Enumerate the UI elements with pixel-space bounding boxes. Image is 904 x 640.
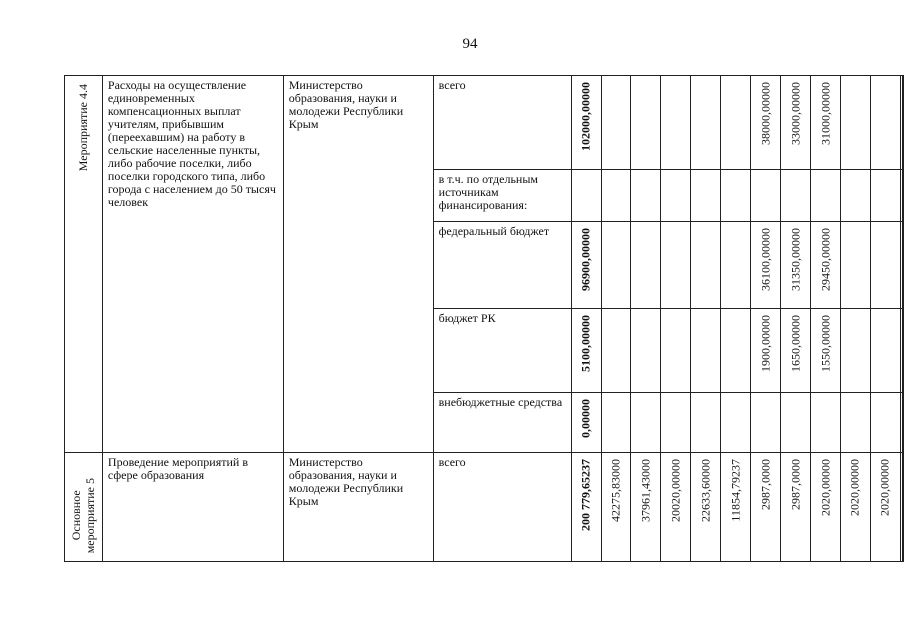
year-cell [721, 170, 751, 222]
year-cell [691, 308, 721, 392]
year-cell [811, 453, 841, 562]
main-measure-label-line2: мероприятие 5 [83, 477, 98, 553]
year-cell [781, 392, 811, 452]
year-cell [631, 76, 661, 170]
measure-executor: Министерство образования, науки и молодежи Республики Крым [283, 76, 433, 453]
year-cell-value: 1900,00000 [758, 314, 773, 372]
year-cell [601, 453, 631, 562]
year-cell [601, 308, 631, 392]
year-cell [811, 392, 841, 452]
year-cell [661, 170, 691, 222]
year-cell-value: 1550,00000 [818, 314, 833, 372]
main-measure-description: Проведение мероприятий в сфере образования [102, 453, 283, 562]
year-cell [721, 308, 751, 392]
year-cell [781, 308, 811, 392]
year-cell [870, 308, 900, 392]
table-edge [903, 170, 904, 222]
year-cell [870, 76, 900, 170]
year-cell [870, 392, 900, 452]
year-cell [751, 308, 781, 392]
main-measure-label-cell [65, 453, 103, 562]
year-cell [601, 170, 631, 222]
main-measure-executor: Министерство образования, науки и молодежи Республики Крым [283, 453, 433, 562]
total-cell [571, 170, 601, 222]
year-cell [841, 222, 871, 308]
year-cell-value: 31350,00000 [788, 228, 803, 292]
year-cell [751, 453, 781, 562]
year-cell [631, 392, 661, 452]
total-cell [571, 76, 601, 170]
total-cell-value: 102000,00000 [578, 82, 593, 151]
year-cell [601, 222, 631, 308]
total-cell-value: 200 779,65237 [578, 459, 593, 531]
page-number: 94 [462, 36, 478, 52]
year-cell [661, 222, 691, 308]
total-cell [571, 392, 601, 452]
table-edge [903, 222, 904, 308]
year-cell [691, 76, 721, 170]
year-cell [870, 222, 900, 308]
year-cell [661, 392, 691, 452]
year-cell [751, 222, 781, 308]
total-cell [571, 453, 601, 562]
year-cell-value: 33000,00000 [788, 82, 803, 145]
year-cell [841, 170, 871, 222]
year-cell [661, 76, 691, 170]
year-cell-value: 37961,43000 [638, 459, 653, 522]
year-cell-value: 2987,0000 [758, 459, 773, 510]
year-cell [811, 308, 841, 392]
year-cell [841, 308, 871, 392]
year-cell [781, 170, 811, 222]
year-cell-value: 20020,00000 [668, 459, 683, 522]
year-cell [841, 76, 871, 170]
year-cell [751, 76, 781, 170]
total-cell [571, 308, 601, 392]
year-cell [811, 76, 841, 170]
main-measure-label [69, 478, 97, 553]
total-cell [571, 222, 601, 308]
table-row [65, 76, 904, 170]
total-cell-value: 5100,00000 [578, 314, 593, 372]
table-edge [903, 392, 904, 452]
table-edge [903, 308, 904, 392]
year-cell [601, 392, 631, 452]
year-cell [751, 170, 781, 222]
year-cell [721, 222, 751, 308]
budget-table [64, 75, 904, 562]
year-cell [661, 453, 691, 562]
year-cell [631, 308, 661, 392]
year-cell [721, 76, 751, 170]
year-cell [811, 222, 841, 308]
year-cell [661, 308, 691, 392]
measure-description: Расходы на осуществление единовременных компенсационных выплат учителям, прибывшим (переехавшим) на работу в сельские населенные пункты, либо рабочие поселки, либо поселки городского типа, либо города с населением до 50 тысяч человек [102, 76, 283, 453]
year-cell [601, 76, 631, 170]
table-edge [903, 453, 904, 562]
year-cell-value: 29450,00000 [818, 228, 833, 292]
year-cell [721, 392, 751, 452]
year-cell [691, 453, 721, 562]
year-cell-value: 42275,83000 [608, 459, 623, 522]
year-cell [781, 222, 811, 308]
year-cell [811, 170, 841, 222]
year-cell [691, 170, 721, 222]
table-edge [903, 76, 904, 170]
year-cell [781, 76, 811, 170]
year-cell [691, 222, 721, 308]
funding-source: федеральный бюджет [433, 222, 571, 308]
year-cell-value: 22633,60000 [698, 459, 713, 522]
year-cell [841, 392, 871, 452]
year-cell-value: 36100,00000 [758, 228, 773, 292]
funding-source: всего [433, 453, 571, 562]
year-cell [870, 453, 900, 562]
year-cell-value: 1650,00000 [788, 314, 803, 372]
main-measure-label-line1: Основное [69, 490, 84, 541]
total-cell-value: 96900,00000 [578, 228, 593, 292]
year-cell-value: 2020,00000 [818, 459, 833, 516]
total-cell-value: 0,00000 [578, 398, 593, 438]
year-cell-value: 2020,00000 [847, 459, 862, 516]
year-cell-value: 2987,0000 [788, 459, 803, 510]
year-cell [870, 170, 900, 222]
year-cell [721, 453, 751, 562]
year-cell [631, 170, 661, 222]
funding-source: всего [433, 76, 571, 170]
year-cell-value: 38000,00000 [758, 82, 773, 145]
year-cell [781, 453, 811, 562]
funding-source: внебюджетные средства [433, 392, 571, 452]
year-cell [841, 453, 871, 562]
year-cell [691, 392, 721, 452]
year-cell [751, 392, 781, 452]
year-cell [631, 222, 661, 308]
funding-source: бюджет РК [433, 308, 571, 392]
funding-source: в т.ч. по отдельным источникам финансирования: [433, 170, 571, 222]
measure-label-cell [65, 76, 103, 453]
year-cell-value: 31000,00000 [818, 82, 833, 145]
year-cell-value: 11854,79237 [728, 459, 743, 522]
table-row [65, 453, 904, 562]
measure-label: Мероприятие 4.4 [76, 84, 91, 172]
year-cell-value: 2020,00000 [877, 459, 892, 516]
year-cell [631, 453, 661, 562]
